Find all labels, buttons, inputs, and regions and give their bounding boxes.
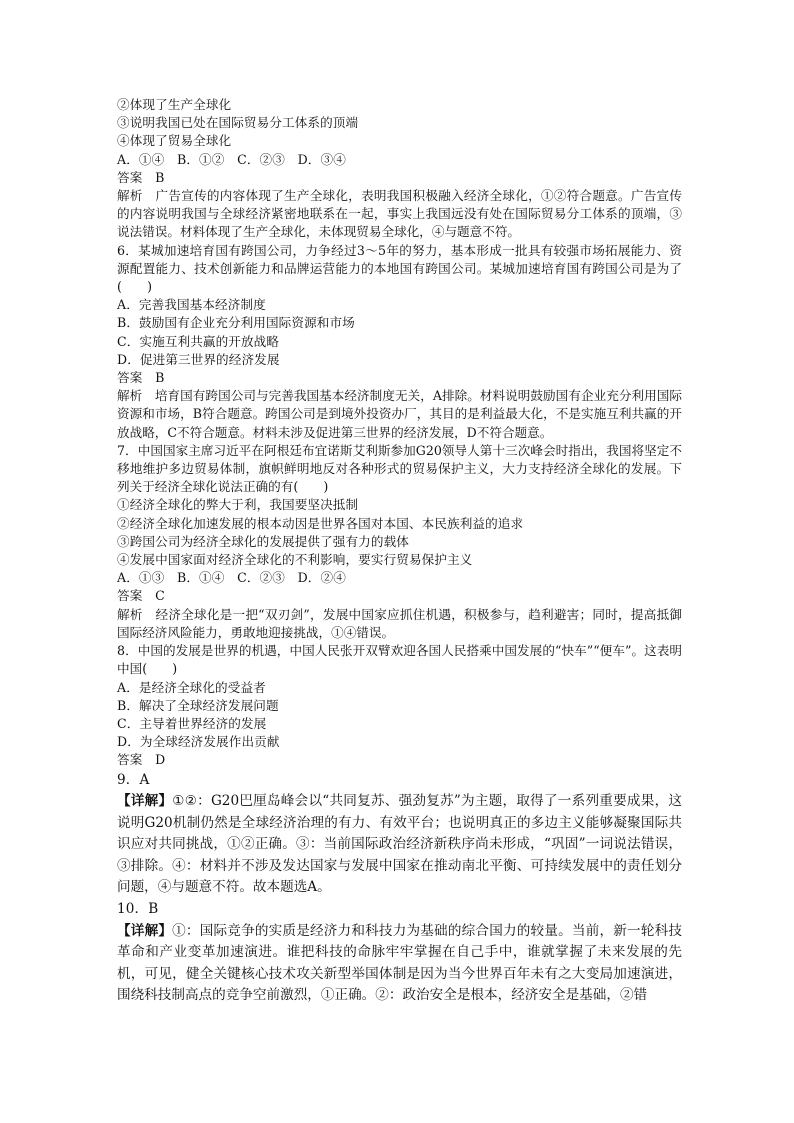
q6-analysis: 解析 培育国有跨国公司与完善我国基本经济制度无关，A排除。材料说明鼓励国有企业充分利用国际资源和市场，B符合题意。跨国公司是到境外投资办厂，其目的是利益最大化，不是实施互利共赢的开放战略，C不符合题意。材料未涉及促进第三世界的经济发展，D不符合题意。 xyxy=(117,388,682,440)
q7-analysis: 解析 经济全球化是一把“双刃剑”，发展中国家应抓住机遇，积极参与，趋利避害；同时，提高抵御国际经济风险能力，勇敢地迎接挑战，①④错误。 xyxy=(117,606,682,640)
q9-detail-text: ①②：G20巴厘岛峰会以“共同复苏、强劲复苏”为主题，取得了一系列重要成果，这说明G20机制仍然是全球经济治理的有力、有效平台；也说明真正的多边主义能够凝聚国际共识应对共同挑战，①②正确。③：当前国际政治经济新秩序尚未形成，“巩固”一词说法错误，③排除。④：材料并不涉及发达国家与发展中国家在推动南北平衡、可持续发展中的责任划分问题，④与题意不符。故本题选A。 xyxy=(117,793,682,896)
q9-detail xyxy=(117,791,682,899)
q6-option-d: D．促进第三世界的经济发展 xyxy=(117,351,280,367)
q5-analysis: 解析 广告宣传的内容体现了生产全球化，表明我国积极融入经济全球化，①②符合题意。广告宣传的内容说明我国与全球经济紧密地联系在一起，事实上我国远没有处在国际贸易分工体系的顶端，③说法错误。材料体现了生产全球化，未体现贸易全球化，④与题意不符。 xyxy=(117,188,682,240)
q6-stem: 6．某城加速培育国有跨国公司，力争经过3～5年的努力，基本形成一批具有较强市场拓展能力、资源配置能力、技术创新能力和品牌运营能力的本地国有跨国公司。某城加速培育国有跨国公司是为了( ) xyxy=(117,242,682,295)
q5-option-2: ②体现了生产全球化 xyxy=(117,97,232,112)
q8-option-a: A．是经济全球化的受益者 xyxy=(117,679,266,695)
q10-detail-text: ①：国际竞争的实质是经济力和科技力为基础的综合国力的较量。当前，新一轮科技革命和产业变革加速演进。谁把科技的命脉牢牢掌握在自己手中，谁就掌握了未来发展的先机，可见，健全关键核心技术攻关新型举国体制是因为当今世界百年未有之大变局加速演进，围绕科技制高点的竞争空前激烈，①正确。②：政治安全是根本，经济安全是基础，②错 xyxy=(117,922,682,1004)
q6-option-b: B．鼓励国有企业充分利用国际资源和市场 xyxy=(117,315,355,331)
q7-option-4: ④发展中国家面对经济全球化的不利影响，要实行贸易保护主义 xyxy=(117,552,473,568)
q6-answer: 答案 B xyxy=(117,370,165,386)
q7-option-3: ③跨国公司为经济全球化的发展提供了强有力的载体 xyxy=(117,533,409,549)
q9-detail-label: 【详解】 xyxy=(117,793,173,810)
q7-option-2: ②经济全球化加速发展的根本动因是世界各国对本国、本民族利益的追求 xyxy=(117,515,524,531)
q10-detail-label: 【详解】 xyxy=(117,922,173,939)
q5-option-3: ③说明我国已处在国际贸易分工体系的顶端 xyxy=(117,115,359,131)
q10-heading: 10．B xyxy=(117,901,159,918)
q10-detail xyxy=(117,921,682,1007)
q7-option-1: ①经济全球化的弊大于利，我国要坚决抵制 xyxy=(117,497,359,513)
q9-heading: 9．A xyxy=(117,771,150,788)
q7-stem: 7．中国国家主席习近平在阿根廷布宜诺斯艾利斯参加G20领导人第十三次峰会时指出，我国将坚定不移地维护多边贸易体制，旗帜鲜明地反对各种形式的贸易保护主义，大力支持经济全球化的发展。下列关于经济全球化说法正确的有( ) xyxy=(117,442,682,495)
q6-option-c: C．实施互利共赢的开放战略 xyxy=(117,333,280,349)
q8-option-d: D．为全球经济发展作出贡献 xyxy=(117,734,280,750)
q6-option-a: A．完善我国基本经济制度 xyxy=(117,297,266,313)
q8-answer: 答案 D xyxy=(117,752,166,768)
q8-stem: 8．中国的发展是世界的机遇，中国人民张开双臂欢迎各国人民搭乘中国发展的“快车”“便车”。这表明中国( ) xyxy=(117,643,682,677)
q5-choices: A．①④ B．①② C．②③ D．③④ xyxy=(117,151,346,167)
q7-answer: 答案 C xyxy=(117,588,165,604)
q7-choices: A．①③ B．①④ C．②③ D．②④ xyxy=(117,570,346,586)
q5-option-4: ④体现了贸易全球化 xyxy=(117,133,232,149)
q8-option-c: C．主导着世界经济的发展 xyxy=(117,715,267,731)
document-page xyxy=(117,96,682,1007)
q5-answer: 答案 B xyxy=(117,169,165,185)
q8-option-b: B．解决了全球经济发展问题 xyxy=(117,697,279,713)
